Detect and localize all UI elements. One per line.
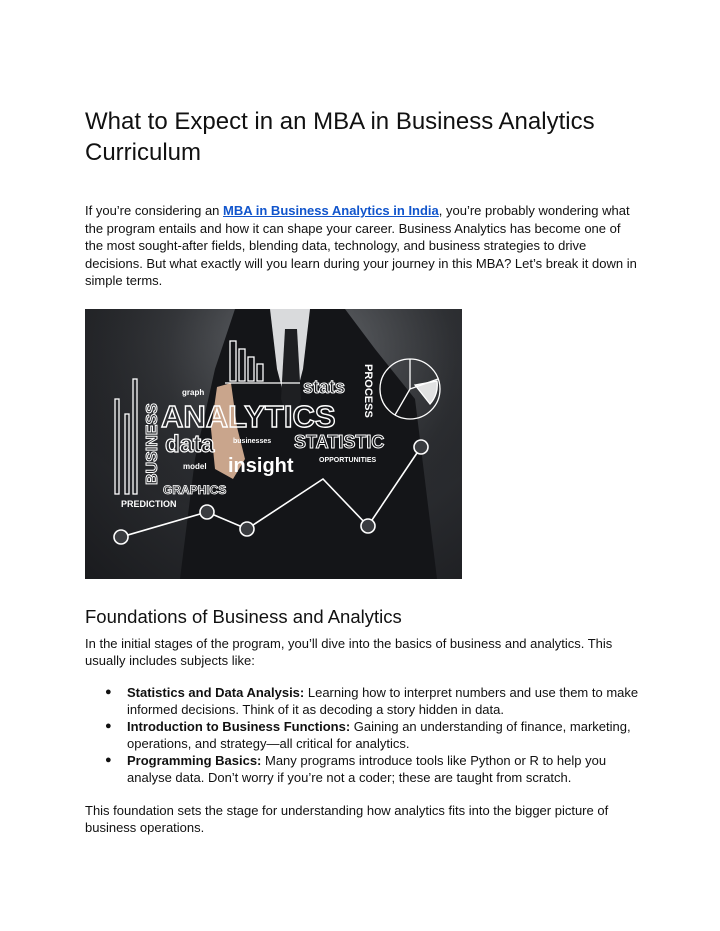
bullet-icon: ● bbox=[105, 685, 112, 698]
list-item-text: Gaining an understanding of finance, marketing, operations, and strategy—all critical for analytics. bbox=[127, 718, 631, 751]
mba-link[interactable]: MBA in Business Analytics in India bbox=[223, 203, 439, 218]
intro-text-start: If you’re considering an bbox=[85, 203, 224, 218]
word-insight: insight bbox=[228, 454, 294, 477]
list-item bbox=[85, 718, 640, 752]
section-lead: In the initial stages of the program, you’ll dive into the basics of business and analytics. This usually includes subjects like: bbox=[85, 635, 613, 668]
list-item bbox=[85, 752, 640, 786]
word-graphics: GRAPHICS bbox=[163, 482, 227, 497]
intro-text-rest: , you’re probably wondering what the program entails and how it can shape your career. Business Analytics has become one of the most sought-after fields, blending data, technology, and business strategies to drive decisions. But what exactly will you learn during your journey in this MBA? Let’s break it down in simple terms. bbox=[85, 203, 637, 288]
list-item-term: Programming Basics: bbox=[127, 752, 262, 768]
word-stats: stats bbox=[303, 376, 346, 397]
list-item-term: Introduction to Business Functions: bbox=[127, 718, 351, 734]
document-page bbox=[85, 106, 640, 837]
word-data: data bbox=[165, 430, 215, 458]
list-item-text: Learning how to interpret numbers and use them to make informed decisions. Think of it as decoding a story hidden in data. bbox=[127, 684, 639, 717]
word-graph: graph bbox=[182, 387, 205, 397]
page-title: What to Expect in an MBA in Business Analytics Curriculum bbox=[85, 108, 595, 166]
word-process: PROCESS bbox=[362, 363, 374, 418]
list-item-term: Statistics and Data Analysis: bbox=[127, 684, 305, 700]
bullet-icon: ● bbox=[105, 753, 112, 766]
list-item-text: Many programs introduce tools like Python or R to help you analyse data. Don’t worry if you’re not a coder; these are taught from scratch. bbox=[127, 752, 607, 785]
word-prediction: PREDICTION bbox=[121, 498, 177, 509]
intro-paragraph bbox=[85, 202, 640, 290]
curriculum-list bbox=[85, 684, 640, 786]
word-analytics: ANALYTICS bbox=[161, 398, 336, 434]
word-businesses: businesses bbox=[233, 437, 272, 445]
list-item bbox=[85, 684, 640, 718]
hero-image bbox=[85, 309, 462, 579]
closing-paragraph: This foundation sets the stage for understanding how analytics fits into the bigger picture of business operations. bbox=[85, 802, 609, 835]
section-heading: Foundations of Business and Analytics bbox=[85, 605, 402, 627]
bullet-icon: ● bbox=[105, 719, 112, 732]
word-business: BUSINESS bbox=[144, 402, 161, 485]
word-opportunities: OPPORTUNITIES bbox=[319, 456, 377, 464]
analytics-illustration bbox=[85, 309, 462, 579]
word-statistic: STATISTIC bbox=[294, 431, 385, 452]
word-model: model bbox=[183, 461, 207, 471]
